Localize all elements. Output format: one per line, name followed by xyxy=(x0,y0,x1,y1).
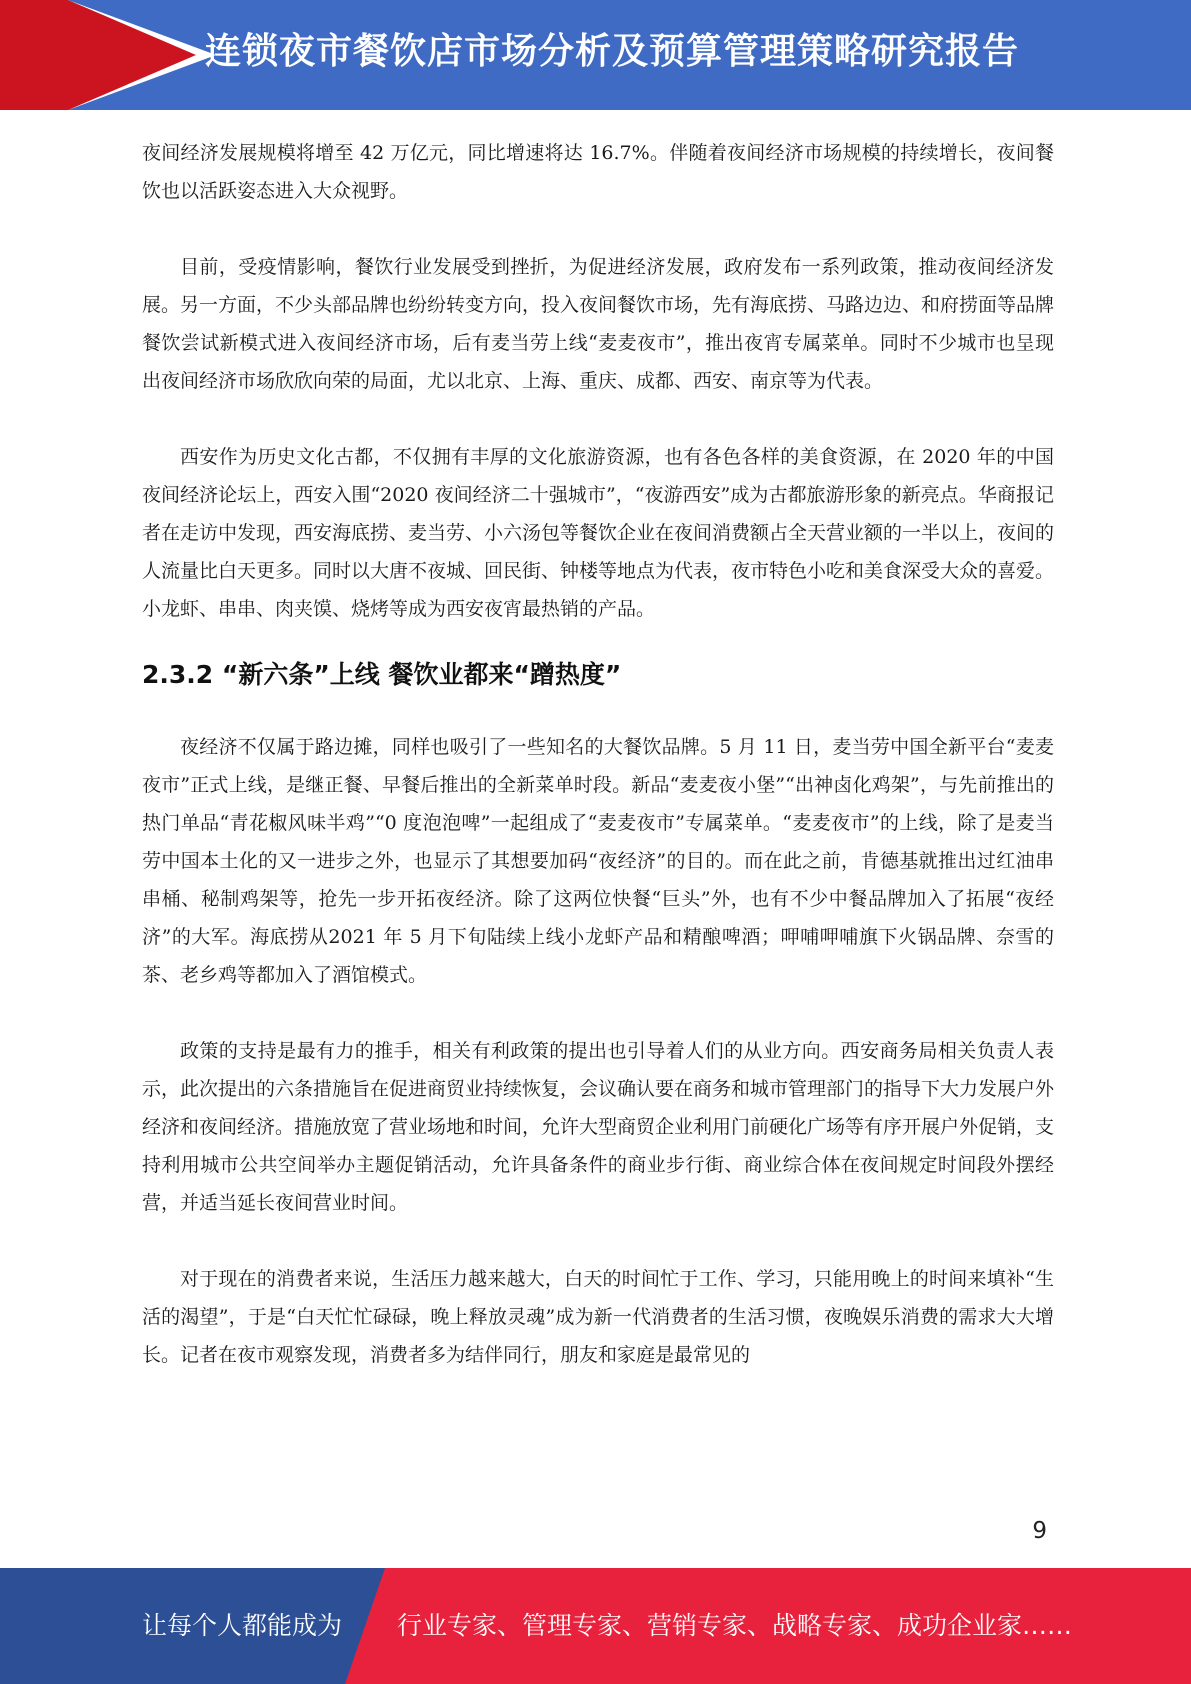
paragraph-6: 对于现在的消费者来说，生活压力越来越大，白天的时间忙于工作、学习，只能用晚上的时间来填补“生活的渴望”，于是“白天忙忙碌碌，晚上释放灵魂”成为新一代消费者的生活习惯，夜晚娱乐消费的需求大大增长。记者在夜市观察发现，消费者多为结伴同行，朋友和家庭是最常见的 xyxy=(142,1268,1054,1366)
page-header xyxy=(0,0,1191,110)
paragraph-3: 西安作为历史文化古都，不仅拥有丰厚的文化旅游资源，也有各色各样的美食资源，在 2020 年的中国夜间经济论坛上，西安入围“2020 夜间经济二十强城市”，“夜游西安”成为古都旅游形象的新亮点。华商报记者在走访中发现，西安海底捞、麦当劳、小六汤包等餐饮企业在夜间消费额占全天营业额的一半以上，夜间的人流量比白天更多。同时以大唐不夜城、回民街、钟楼等地点为代表，夜市特色小吃和美食深受大众的喜爱。小龙虾、串串、肉夹馍、烧烤等成为西安夜宵最热销的产品。 xyxy=(142,446,1055,620)
header-red-block xyxy=(0,0,68,110)
header-red-arrow xyxy=(68,0,196,110)
section-gap xyxy=(142,628,1054,656)
paragraph-4: 夜经济不仅属于路边摊，同样也吸引了一些知名的大餐饮品牌。5 月 11 日，麦当劳中国全新平台“麦麦夜市”正式上线，是继正餐、早餐后推出的全新菜单时段。新品“麦麦夜小堡”“出神卤化鸡架”，与先前推出的热门单品“青花椒风味半鸡”“0 度泡泡啤”一起组成了“麦麦夜市”专属菜单。“麦麦夜市”的上线，除了是麦当劳中国本土化的又一进步之外，也显示了其想要加码“夜经济”的目的。而在此之前，肯德基就推出过红油串串桶、秘制鸡架等，抢先一步开拓夜经济。除了这两位快餐“巨头”外，也有不少中餐品牌加入了拓展“夜经济”的大军。海底捞从2021 年 5 月下旬陆续上线小龙虾产品和精酿啤酒；呷哺呷哺旗下火锅品牌、奈雪的茶、老乡鸡等都加入了酒馆模式。 xyxy=(142,736,1054,986)
paragraph-5: 政策的支持是最有力的推手，相关有利政策的提出也引导着人们的从业方向。西安商务局相关负责人表示，此次提出的六条措施旨在促进商贸业持续恢复，会议确认要在商务和城市管理部门的指导下大力发展户外经济和夜间经济。措施放宽了营业场地和时间，允许大型商贸企业利用门前硬化广场等有序开展户外促销，支持利用城市公共空间举办主题促销活动，允许具备条件的商业步行街、商业综合体在夜间规定时间段外摆经营，并适当延长夜间营业时间。 xyxy=(142,1040,1055,1214)
page-footer xyxy=(0,1568,1191,1684)
paragraph-gap xyxy=(142,994,1054,1032)
section-heading: 2.3.2 “新六条”上线 餐饮业都来“蹭热度” xyxy=(142,660,622,689)
section-gap xyxy=(142,694,1054,728)
paragraph-2: 目前，受疫情影响，餐饮行业发展受到挫折，为促进经济发展，政府发布一系列政策，推动夜间经济发展。另一方面，不少头部品牌也纷纷转变方向，投入夜间餐饮市场，先有海底捞、马路边边、和府捞面等品牌餐饮尝试新模式进入夜间经济市场，后有麦当劳上线“麦麦夜市”，推出夜宵专属菜单。同时不少城市也呈现出夜间经济市场欣欣向荣的局面，尤以北京、上海、重庆、成都、西安、南京等为代表。 xyxy=(142,256,1055,392)
report-title: 连锁夜市餐饮店市场分析及预算管理策略研究报告 xyxy=(205,31,1020,72)
paragraph-1: 夜间经济发展规模将增至 42 万亿元，同比增速将达 16.7%。伴随着夜间经济市场规模的持续增长，夜间餐饮也以活跃姿态进入大众视野。 xyxy=(142,142,1054,202)
paragraph-gap xyxy=(142,210,1054,248)
footer-blue-slant xyxy=(345,1568,385,1684)
page-number: 9 xyxy=(1032,1518,1047,1544)
footer-slogan-right: 行业专家、管理专家、营销专家、战略专家、成功企业家…… xyxy=(397,1611,1073,1640)
paragraph-gap xyxy=(142,400,1054,438)
paragraph-gap xyxy=(142,1222,1054,1260)
main-content xyxy=(142,134,1054,1374)
footer-slogan-left: 让每个人都能成为 xyxy=(142,1611,343,1640)
